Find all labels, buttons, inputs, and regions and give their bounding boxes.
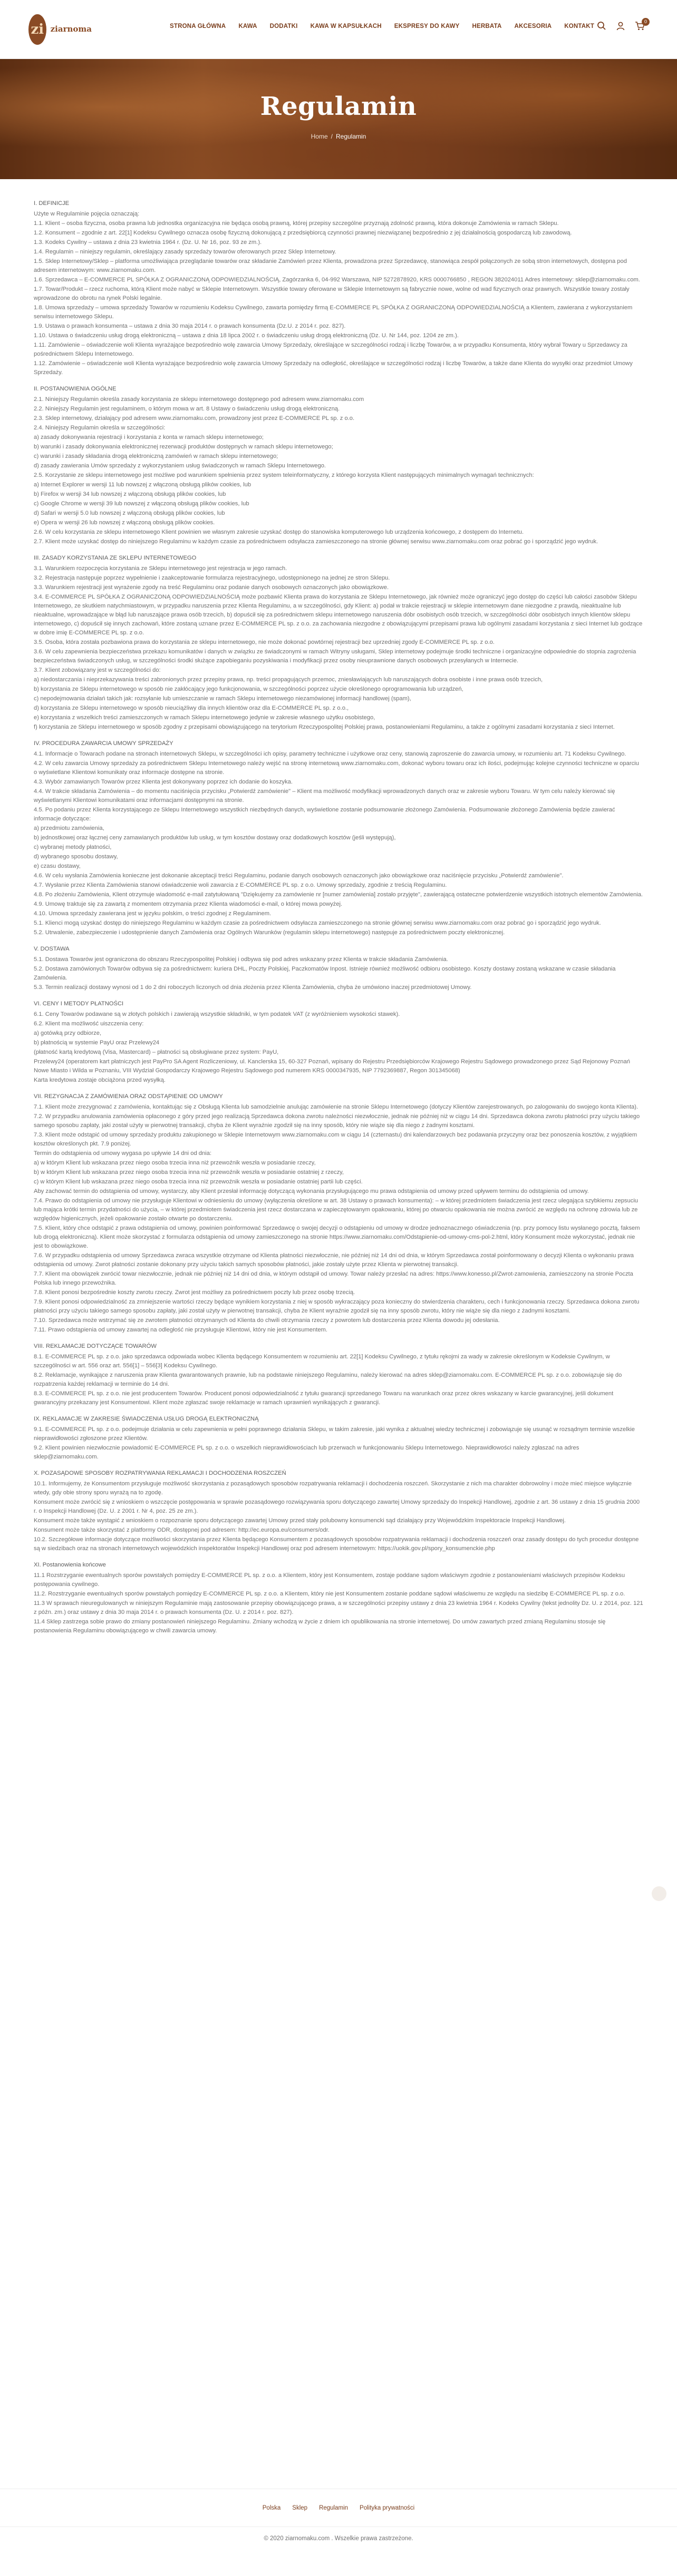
footer-link-terms[interactable]: Regulamin [319,2504,349,2511]
section-paragraph: Użyte w Regulaminie pojęcia oznaczają: [34,211,140,217]
section-paragraph: 1.12. Zamówienie – oświadczenie woli Klienta wyrażające bezpośrednio wolę zawarcia Umowy Sprzedaży na odległość, określające w szczególności rodzaj i liczbę Towarów, a także dane Klienta do wysyłki oraz przedmiot Umowy Sprzedaży. [34,360,633,376]
terms-section [34,1469,643,1553]
section-paragraph: b) w którym Klient lub wskazana przez niego osoba trzecia inna niż przewoźnik weszła w posiadanie ostatniej z rzeczy, [34,1169,344,1176]
section-paragraph: 1.5. Sklep Internetowy/Sklep – platforma umożliwiająca przeglądanie towarów oraz składanie Zamówień przez Klienta, prowadzona przez Sprzedawcę, stanowiąca zespół połączonych ze sobą stron internetowych, dostępna pod adresem internetowym: www.ziarnomaku.com. [34,258,627,273]
section-paragraph: (płatność kartą kredytową (Visa, Mastercard) – płatności są obsługiwane przez system: PayU, [34,1049,279,1055]
section-paragraph: Karta kredytowa zostaje obciążona przed wysyłką. [34,1077,166,1083]
section-paragraph: c) nepodejmowania działań takich jak: rozsyłanie lub umieszczanie w ramach Sklepu internetowego niezamówionej informacji handlowej (spam), [34,696,411,702]
page-hero [0,59,677,179]
section-paragraph: d) korzystania ze Sklepu internetowego w sposób nieuciążliwy dla innych klientów oraz dla E-COMMERCE PL sp. z o.o., [34,705,349,711]
section-paragraph: 7.9. Klient ponosi odpowiedzialność za zmniejszenie wartości rzeczy będące wynikiem korzystania z niej w sposób wykraczający poza konieczny do stwierdzenia charakteru, cech i funkcjonowania rzeczy. Sprzedawca dokona zwrotu płatności przy użyciu takiego samego sposobu zapłaty, jaki został użyty w pierwotnej transakcji, chyba że Klient wyraźnie zgodził się na inny sposób zwrotu, który nie wiąże się dla niego z żadnymi kosztami. [34,1299,640,1314]
section-paragraph: 7.2. W przypadku anulowania zamówienia opłaconego z góry przed jego realizacją Sprzedawca dokona zwrotu należności niezwłocznie, jednak nie później niż w ciągu 14 dni. Sprzedawca dokona zwrotu płatności przy użyciu takiego samego sposobu zapłaty, jaki został użyty w pierwotnej transakcji, chyba że Klient wyraźnie zgodził się na inny sposób, który nie wiąże się dla niego z żadnymi kosztami. [34,1113,640,1129]
section-paragraph: 2.5. Korzystanie ze sklepu internetowego jest możliwe pod warunkiem spełnienia przez system teleinformatyczny, z którego korzysta Klient następujących minimalnych wymagań technicznych: [34,472,534,478]
section-paragraph: c) w którym Klient lub wskazana przez niego osoba trzecia inna niż przewoźnik weszła w posiadanie ostatniej partii lub części. [34,1179,363,1185]
section-paragraph: 5.3. Termin realizacji dostawy wynosi od 1 do 2 dni roboczych liczonych od dnia złożenia przez Klienta Zamówienia, chyba że umówiono inaczej przedmiotowej Umowy. [34,984,472,991]
section-paragraph: e) Opera w wersji 26 lub nowszej z włączoną obsługą plików cookies. [34,520,215,526]
section-paragraph: 11.3 W sprawach nieuregulowanych w niniejszym Regulaminie mają zastosowanie przepisy obowiązującego prawa, a w szczególności przepisy ustawy z dnia 23 kwietnia 1964 r. Kodeks Cywilny (tekst jednolity Dz. U. z 2014, poz. 121 z późn. zm.) oraz ustawy z dnia 30 maja 2014 r. o prawach konsumenta (Dz. U. z 2014 r. poz. 827). [34,1600,643,1615]
section-paragraph: 4.10. Umowa sprzedaży zawierana jest w języku polskim, o treści zgodnej z Regulaminem. [34,910,272,917]
section-title: III. ZASADY KORZYSTANIA ZE SKLEPU INTERNETOWEGO [34,555,197,561]
section-paragraph: Konsument może także wystąpić z wnioskiem o rozpoznanie sporu dotyczącego zawartej Umowy przed stały polubowny konsumencki sąd działający przy Wojewódzkim Inspektoracie Inspekcji Handlowej. [34,1517,566,1524]
section-paragraph: Aby zachować termin do odstąpienia od umowy, wystarczy, aby Klient przesłał informację dotyczącą wykonania przysługującego mu prawa odstąpienia od umowy przed upływem terminu do odstąpienia od umowy. [34,1188,589,1194]
nav-home[interactable]: STRONA GŁÓWNA [170,23,226,30]
section-paragraph: 5.2. Utrwalenie, zabezpieczenie i udostępnienie danych Zamówienia oraz Ogólnych Warunków (regulamin sklepu internetowego) następuje za pośrednictwem poczty elektronicznej. [34,929,505,936]
section-paragraph: 4.1. Informacje o Towarach podane na stronach internetowych Sklepu, w szczególności ich opisy, parametry techniczne i użytkowe oraz ceny, stanowią zaproszenie do zawarcia umowy, w rozumieniu art. 71 Kodeksu Cywilnego. [34,751,626,757]
section-paragraph: 3.4. E-COMMERCE PL SPÓŁKA Z OGRANICZONĄ ODPOWIEDZIALNOŚCIĄ może pozbawić Klienta prawa do korzystania ze Sklepu Internetowego, jak również może ograniczyć jego dostęp do części lub całości zasobów Sklepu Internetowego, ze skutkiem natychmiastowym, w przypadku naruszenia przez Klienta Regulaminu, a w szczególności, gdy Klient: a) podał w trakcie rejestracji w sklepie internetowym dane niezgodne z prawdą, nieaktualne lub nieaktualne, wprowadzające w błąd lub naruszające prawa osób trzecich, b) dopuścił się za pośrednictwem sklepu internetowego naruszenia dóbr osobistych osób trzecich, w szczególności dóbr osobistych innych klientów sklepu internetowego, c) dopuścił się innych zachowań, które zostaną uznane przez E-COMMERCE PL sp. z o.o. za zachowania niezgodne z obowiązującymi przepisami prawa lub ogólnymi zasadami korzystania z sieci Internet lub godzące w dobre imię E-COMMERCE PL sp. z o.o. [34,594,643,636]
section-title: X. POZASĄDOWE SPOSOBY ROZPATRYWANIA REKLAMACJI I DOCHODZENIA ROSZCZEŃ [34,1470,286,1476]
section-paragraph: 11.1 Rozstrzyganie ewentualnych sporów powstałych pomiędzy E-COMMERCE PL sp. z o.o. a Klientem, który jest Konsumentem, zostaje poddane sądom właściwym zgodnie z postanowieniami właściwych przepisów Kodeksu postępowania cywilnego. [34,1572,625,1588]
section-paragraph: 4.7. Wysłanie przez Klienta Zamówienia stanowi oświadczenie woli zawarcia z E-COMMERCE PL sp. z o.o. Umowy sprzedaży, zgodnie z treścią Regulaminu. [34,882,447,888]
section-paragraph: 11.2. Rozstrzyganie ewentualnych sporów powstałych pomiędzy E-COMMERCE PL sp. z o.o. a Klientem, który nie jest Konsumentem zostanie poddane sądowi właściwemu ze względu na siedzibę E-COMMERCE PL sp. z o.o. [34,1591,625,1597]
section-paragraph: 7.8. Klient ponosi bezpośrednie koszty zwrotu rzeczy. Zwrot jest możliwy za pośrednictwem poczty lub przez osobę trzecią. [34,1289,355,1296]
breadcrumb-home[interactable]: Home [311,133,328,140]
section-paragraph: 2.4. Niniejszy Regulamin określa w szczególności: [34,425,166,431]
section-paragraph: 3.6. W celu zapewnienia bezpieczeństwa przekazu komunikatów i danych w związku ze świadczonymi w ramach Witryny usługami, Sklep internetowy podejmuje środki techniczne i organizacyjne odpowiednie do stopnia zagrożenia bezpieczeństwa świadczonych usług, w szczególności środki służące zapobieganiu pozyskiwania i modyfikacji przez osoby nieuprawnione danych osobowych przesyłanych w Internecie. [34,649,636,664]
section-paragraph: a) przedmiotu zamówienia, [34,825,104,831]
terms-section [34,1000,643,1085]
section-title: VII. REZYGNACJA Z ZAMÓWIENIA ORAZ ODSTĄPIENIE OD UMOWY [34,1093,223,1100]
section-paragraph: 11.4 Sklep zastrzega sobie prawo do zmiany postanowień niniejszego Regulaminu. Zmiany wchodzą w życie z dniem ich opublikowania na stronie internetowej. Do umów zawartych przed zmianą Regulaminu stosuje się postanowienia Regulaminu obowiązującego w chwili zawarcia umowy. [34,1619,606,1634]
nav-espresso-machines[interactable]: EKSPRESY DO KAWY [394,23,460,30]
terms-section [34,1092,643,1335]
logo-name: ziarnoma [50,24,92,34]
section-paragraph: Przelewy24 (operatorem kart płatniczych jest PayPro SA Agent Rozliczeniowy, ul. Kanclerska 15, 60-327 Poznań, wpisany do Rejestru Przedsiębiorców Krajowego Rejestru Sądowego prowadzonego przez Sąd Rejonowy Poznań Nowe Miasto i Wilda w Poznaniu, VIII Wydział Gospodarczy Krajowego Rejestru Sądowego pod numerem KRS 0000347935, NIP 7792369887, Regon 301345068) [34,1059,630,1074]
section-paragraph: 5.2. Dostawa zamówionych Towarów odbywa się za pośrednictwem: kuriera DHL, Poczty Polskiej, Paczkomatów Inpost. Istnieje również możliwość odbioru osobistego. Koszty dostawy zostaną wskazane w czasie składania Zamówienia. [34,966,616,981]
terms-section [34,1342,643,1407]
terms-section [34,385,643,546]
section-paragraph: 8.1. E-COMMERCE PL sp. z o.o. jako sprzedawca odpowiada wobec Klienta będącego Konsumentem w rozumieniu art. 22[1] Kodeksu Cywilnego, z tytułu rękojmi za wady w zakresie określonym w Kodeksie Cywilnym, w szczególności w art. 556 oraz art. 556[1] – 556[3] Kodeksu Cywilnego. [34,1354,610,1369]
terms-section [34,199,643,377]
section-paragraph: 1.2. Konsument – zgodnie z art. 22[1] Kodeksu Cywilnego oznacza osobę fizyczną dokonującą z przedsiębiorcą czynności prawnej niezwiązanej bezpośrednio z jej działalnością gospodarczą lub zawodową. [34,230,572,236]
nav-contact[interactable]: KONTAKT [564,23,595,30]
page-title: Regulamin [260,92,417,121]
section-paragraph: b) jednostkowej oraz łącznej ceny zamawianych produktów lub usług, w tym kosztów dostawy oraz dodatkowych kosztów (jeśli występują), [34,835,396,841]
section-paragraph: 8.3. E-COMMERCE PL sp. z o.o. nie jest producentem Towarów. Producent ponosi odpowiedzialność z tytułu gwarancji sprzedanego Towaru na warunkach oraz przez okres wskazany w karcie gwarancyjnej, jeśli dokument gwarancyjny przekazany jest Konsumentowi. Klient może zgłaszać swoje reklamacje w ramach uprawnień wynikających z gwarancji. [34,1390,614,1406]
header-icons [597,21,645,31]
section-paragraph: 1.8. Umowa sprzedaży – umowa sprzedaży Towarów w rozumieniu Kodeksu Cywilnego, zawarta pomiędzy firmą E-COMMERCE PL SPÓŁKA Z OGRANICZONĄ ODPOWIEDZIALNOŚCIĄ a Klientem, zawierana z wykorzystaniem serwisu internetowego Sklepu. [34,305,633,320]
section-paragraph: 2.6. W celu korzystania ze sklepu internetowego Klient powinien we własnym zakresie uzyskać dostęp do stanowiska komputerowego lub urządzenia końcowego, z dostępem do Internetu. [34,529,524,535]
cart-count-badge: 0 [642,18,650,26]
section-paragraph: 9.2. Klient powinien niezwłocznie powiadomić E-COMMERCE PL sp. z o.o. o wszelkich nieprawidłowościach lub przerwach w funkcjonowaniu Sklepu Internetowego. Nieprawidłowości należy zgłaszać na adres sklep@ziarnomaku.com. [34,1445,579,1460]
section-paragraph: 1.1. Klient – osoba fizyczna, osoba prawna lub jednostka organizacyjna nie będąca osobą prawną, której przepisy szczególne przyznają zdolność prawną, która dokonuje Zamówienia w ramach Sklepu. [34,220,559,227]
section-paragraph: 10.2. Szczegółowe informacje dotyczące możliwości skorzystania przez Klienta będącego Konsumentem z pozasądowych sposobów rozpatrywania reklamacji i dochodzenia roszczeń oraz zasady dostępu do tych procedur dostępne są w siedzibach oraz na stronach internetowych wojewódzkich inspektoratów Inspekcji Handlowej oraz pod adresem internetowym: https://uokik.gov.pl/spory_konsumenckie.php [34,1536,639,1552]
section-paragraph: 3.7. Klient zobowiązany jest w szczególności do: [34,667,161,673]
section-paragraph: 1.7. Towar/Produkt – rzecz ruchoma, którą Klient może nabyć w Sklepie Internetowym. Wszystkie towary oferowane w Sklepie Internetowym są fabrycznie nowe, wolne od wad fizycznych oraz prawnych. Wszystkie towary zostały wprowadzone do obrotu na rynek Polski legalnie. [34,286,630,301]
breadcrumb-current: Regulamin [335,133,366,140]
section-paragraph: 7.10. Sprzedawca może wstrzymać się ze zwrotem płatności otrzymanych od Klienta do chwili otrzymania rzeczy z powrotem lub dostarczenia przez Klienta dowodu jej odesłania. [34,1317,500,1324]
section-paragraph: a) gotówką przy odbiorze, [34,1030,102,1036]
section-paragraph: c) wybranej metody płatności, [34,844,112,850]
section-paragraph: b) płatnością w systemie PayU oraz Przelewy24 [34,1040,160,1046]
section-paragraph: c) Google Chrome w wersji 39 lub nowszej z włączoną obsługą plików cookies, lub [34,501,249,507]
section-title: IV. PROCEDURA ZAWARCIA UMOWY SPRZEDAŻY [34,740,173,747]
section-paragraph: 6.2. Klient ma możliwość uiszczenia ceny: [34,1021,144,1027]
section-paragraph: 8.2. Reklamacje, wynikające z naruszenia praw Klienta gwarantowanych prawnie, lub na podstawie niniejszego Regulaminu, należy kierować na adres sklep@ziarnomaku.com. E-COMMERCE PL sp. z o.o. zobowiązuje się do rozpatrzenia każdej reklamacji w terminie do 14 dni. [34,1372,622,1387]
search-icon[interactable] [597,21,606,31]
breadcrumb-separator: / [331,133,333,140]
section-paragraph: 3.1. Warunkiem rozpoczęcia korzystania ze Sklepu internetowego jest rejestracja w jego ramach. [34,565,287,572]
section-paragraph: d) zasady zawierania Umów sprzedaży z wykorzystaniem usług świadczonych w ramach Sklepu Internetowego. [34,463,326,469]
section-paragraph: 7.6. W przypadku odstąpienia od umowy Sprzedawca zwraca wszystkie otrzymane od Klienta płatności niezwłocznie, nie później niż 14 dni od dnia, w którym Sprzedawca został poinformowany o decyzji Klienta o wykonaniu prawa odstąpienia od umowy. Zwrot płatności zostanie dokonany przy użyciu takich samych sposobów płatności, jakie zostały użyte przez Klienta w pierwotnej transakcji. [34,1252,634,1268]
section-paragraph: 4.4. W trakcie składania Zamówienia – do momentu naciśnięcia przycisku „Potwierdź zamówienie" – Klient ma możliwość modyfikacji wprowadzonych danych oraz w zakresie wyboru Towaru. W tym celu należy kierować się wyświetlanymi Klientowi komunikatami oraz informacjami dostępnymi na stronie. [34,788,615,804]
terms-section [34,945,643,992]
section-paragraph: b) Firefox w wersji 34 lub nowszej z włączoną obsługą plików cookies, lub [34,491,226,497]
section-paragraph: 10.1. Informujemy, że Konsumentom przysługuje możliwość skorzystania z pozasądowych sposobów rozpatrywania reklamacji i dochodzenia roszczeń. Skorzystanie z nich ma charakter dobrowolny i może mieć miejsce wyłącznie wtedy, gdy obie strony sporu wyrażą na to zgodę. [34,1481,632,1496]
section-paragraph: 3.5. Osoba, która została pozbawiona prawa do korzystania ze sklepu internetowego, nie może dokonać powtórnej rejestracji bez uprzedniej zgody E-COMMERCE PL sp. z o.o. [34,639,495,645]
section-paragraph: 7.1. Klient może zrezygnować z zamówienia, kontaktując się z Obsługą Klienta lub samodzielnie anulując zamówienie na stronie Sklepu Internetowego (dotyczy Klientów zarejestrowanych, po zalogowaniu do swojego konta Klienta). [34,1104,639,1110]
nav-accessories[interactable]: AKCESORIA [514,23,552,30]
terms-section [34,739,643,937]
section-paragraph: 3.3. Warunkiem rejestracji jest wyrażenie zgody na treść Regulaminu oraz podanie danych osobowych oznaczonych jako obowiązkowe. [34,584,389,591]
back-to-top-button[interactable] [652,1886,666,1901]
section-title: VI. CENY I METODY PŁATNOŚCI [34,1001,124,1007]
terms-section [34,1561,643,1635]
section-title: II. POSTANOWIENIA OGÓLNE [34,386,117,392]
section-paragraph: 1.10. Ustawa o świadczeniu usług drogą elektroniczną – ustawa z dnia 18 lipca 2002 r. o świadczeniu usług drogą elektroniczną (Dz. U. Nr 144, poz. 1204 ze zm.). [34,332,459,339]
section-paragraph: 1.4. Regulamin – niniejszy regulamin, określający zasady sprzedaży towarów oferowanych przez Sklep Internetowy. [34,249,336,255]
section-paragraph: 5.1. Klienci mogą uzyskać dostęp do niniejszego Regulaminu w każdym czasie za pośrednictwem odsyłacza zamieszczonego na stronie głównej serwisu www.ziarnomaku.com oraz pobrać go i sporządzić jego wydruk. [34,920,601,926]
site-header [0,0,677,59]
section-paragraph: f) korzystania ze Sklepu internetowego w sposób zgodny z przepisami obowiązującego na terytorium Rzeczypospolitej Polskiej prawa, postanowieniami Regulaminu, a także z ogólnymi zasadami korzystania z sieci Internet. [34,724,615,730]
section-paragraph: 7.4. Prawo do odstąpienia od umowy nie przysługuje Klientowi w odniesieniu do umowy (wyłączenia określone w art. 38 Ustawy o prawach konsumenta): – w której przedmiotem świadczenia jest rzecz ulegająca szybkiemu zepsuciu lub mająca krótki termin przydatności do użycia, – w której przedmiotem świadczenia jest rzecz dostarczana w zapieczętowanym opakowaniu, której po otwarciu opakowania nie można zwrócić ze względu na ochronę zdrowia lub ze względów higienicznych, jeżeli opakowanie zostało otwarte po dostarczeniu. [34,1198,639,1222]
section-paragraph: 2.2. Niniejszy Regulamin jest regulaminem, o którym mowa w art. 8 Ustawy o świadczeniu usług drogą elektroniczną. [34,406,340,412]
terms-section [34,554,643,732]
section-paragraph: 9.1. E-COMMERCE PL sp. z o.o. podejmuje działania w celu zapewnienia w pełni poprawnego działania Sklepu, w takim zakresie, jaki wynika z aktualnej wiedzy technicznej i zobowiązuje się usunąć w rozsądnym terminie wszelkie nieprawidłowości zgłoszone przez Klientów. [34,1426,635,1442]
section-paragraph: 7.3. Klient może odstąpić od umowy sprzedaży produktu zakupionego w Sklepie Internetowym www.ziarnomaku.com w ciągu 14 (czternastu) dni kalendarzowych bez podawania przyczyny oraz bez ponoszenia kosztów, z wyjątkiem kosztów określonych pkt. 7.9 poniżej. [34,1132,637,1147]
footer-link-privacy[interactable]: Polityka prywatności [360,2504,415,2511]
section-paragraph: 7.5. Klient, który chce odstąpić z prawa odstąpienia od umowy, powinien poinformować Sprzedawcę o swojej decyzji o odstąpieniu od umowy w drodze jednoznacznego oświadczenia (np. przy pomocy listu wysłanego pocztą, faksem lub drogą elektroniczną). Klient może skorzystać z formularza odstąpienia od umowy zamieszczonego na stronie https://www.ziarnomaku.com/Odstąpienie-od-umowy-cms-pol-2.html, który Konsument może wykorzystać, jednak nie jest to obowiązkowe. [34,1225,640,1249]
section-paragraph: 7.11. Prawo odstąpienia od umowy zawartej na odległość nie przysługuje Klientowi, który nie jest Konsumentem. [34,1327,327,1333]
site-logo[interactable] [28,9,92,50]
section-paragraph: d) wybranego sposobu dostawy, [34,854,118,860]
cart-icon[interactable] [635,21,645,31]
section-paragraph: 4.9. Umowę traktuje się za zawartą z momentem otrzymania przez Klienta wiadomości e-mail, o której mowa powyżej. [34,901,343,907]
section-title: VIII. REKLAMACJE DOTYCZĄCE TOWARÓW [34,1343,157,1349]
section-paragraph: e) czasu dostawy, [34,863,81,869]
section-paragraph: Konsument może także skorzystać z platformy ODR, dostępnej pod adresem: http://ec.europa.eu/consumers/odr. [34,1527,330,1533]
section-paragraph: 5.1. Dostawa Towarów jest ograniczona do obszaru Rzeczypospolitej Polskiej i odbywa się pod adres wskazany przez Klienta w trakcie składania Zamówienia. [34,956,448,963]
section-title: XI. Postanowienia końcowe [34,1562,106,1568]
section-paragraph: 3.2. Rejestracja następuje poprzez wypełnienie i zaakceptowanie formularza rejestracyjnego, udostępnionego na jednej ze stron Sklepu. [34,575,390,581]
user-icon[interactable] [616,21,625,31]
section-title: V. DOSTAWA [34,946,70,952]
section-paragraph: Termin do odstąpienia od umowy wygasa po upływie 14 dni od dnia: [34,1150,212,1157]
section-paragraph: 4.3. Wybór zamawianych Towarów przez Klienta jest dokonywany poprzez ich dodanie do koszyka. [34,779,293,785]
section-title: I. DEFINICJE [34,200,70,207]
section-paragraph: 4.5. Po podaniu przez Klienta korzystającego ze Sklepu Internetowego wszystkich niezbędnych danych, wyświetlone zostanie podsumowanie złożonego Zamówienia. Podsumowanie złożonego Zamówienia będzie zawierać informacje dotyczące: [34,807,615,822]
section-paragraph: 2.1. Niniejszy Regulamin określa zasady korzystania ze sklepu internetowego dostępnego pod adresem www.ziarnomaku.com [34,396,364,403]
nav-tea[interactable]: HERBATA [472,23,502,30]
nav-extras[interactable]: DODATKI [269,23,298,30]
nav-capsules[interactable]: KAWA W KAPSUŁKACH [310,23,382,30]
section-paragraph: 1.3. Kodeks Cywilny – ustawa z dnia 23 kwietnia 1964 r. (Dz. U. Nr 16, poz. 93 ze zm.). [34,239,262,246]
section-paragraph: b) korzystania ze Sklepu internetowego w sposób nie zakłócający jego funkcjonowania, w szczególności poprzez użycie określonego oprogramowania lub urządzeń, [34,686,463,692]
footer-links [0,2489,677,2526]
section-paragraph: a) niedostarczania i nieprzekazywania treści zabronionych przez przepisy prawa, np. treści propagujących przemoc, zniesławiających lub naruszających dobra osobiste i inne prawa osób trzecich, [34,677,543,683]
main-nav [163,23,601,30]
section-title: IX. REKLAMACJE W ZAKRESIE ŚWIADCZENIA USŁUG DROGĄ ELEKTRONICZNĄ [34,1416,259,1422]
logo-mark: zi [28,14,46,45]
section-paragraph: Konsument może zwrócić się z wnioskiem o wszczęcie postępowania w sprawie pozasądowego rozwiązywania sporu dotyczącego zawartej Umowy sprzedaży do Inspekcji Handlowej, zgodnie z art. 36 ustawy z dnia 15 grudnia 2000 r. o Inspekcji Handlowej (Dz. U. z 2001 r. Nr 4, poz. 25 ze zm.). [34,1499,640,1514]
footer-link-poland[interactable]: Polska [262,2504,281,2511]
section-paragraph: a) Internet Explorer w wersji 11 lub nowszej z włączoną obsługą plików cookies, lub [34,482,252,488]
terms-document [0,179,677,2489]
section-paragraph: 2.3. Sklep internetowy, działający pod adresem www.ziarnomaku.com, prowadzony jest przez E-COMMERCE PL sp. z o.o. [34,415,355,422]
terms-section [34,1415,643,1462]
nav-coffee[interactable]: KAWA [238,23,257,30]
section-paragraph: 1.9. Ustawa o prawach konsumenta – ustawa z dnia 30 maja 2014 r. o prawach konsumenta (Dz.U. z 2014 r. poz. 827). [34,323,346,329]
section-paragraph: 4.8. Po złożeniu Zamówienia, Klient otrzymuje wiadomość e-mail zatytułowaną "Dziękujemy za zamówienie nr [numer zamówienia] zostało przyjęte", zawierającą ostateczne potwierdzenie wszystkich istotnych elementów Zamówienia. [34,892,643,898]
section-paragraph: 2.7. Klient może uzyskać dostęp do niniejszego Regulaminu w każdym czasie za pośrednictwem odsyłacza zamieszczonego na stronie głównej serwisu www.ziarnomaku.com oraz pobrać go i sporządzić jego wydruk. [34,538,598,545]
section-paragraph: 1.11. Zamówienie – oświadczenie woli Klienta wyrażające bezpośrednio wolę zawarcia Umowy Sprzedaży, określające w szczególności rodzaj i liczbę Towarów, a w przypadku Konsumenta, który wybrał Towary u Sprzedawcy za pośrednictwem Sklepu Internetowego. [34,342,627,357]
breadcrumb [0,133,677,140]
section-paragraph: 6.1. Ceny Towarów podawane są w złotych polskich i zawierają wszystkie składniki, w tym podatek VAT (z wyróżnieniem wysokości stawek). [34,1011,400,1017]
section-paragraph: e) korzystania z wszelkich treści zamieszczonych w ramach Sklepu internetowego jedynie w zakresie własnego użytku osobistego, [34,714,375,721]
section-paragraph: c) warunki i zasady składania drogą elektroniczną zamówień w ramach sklepu internetowego; [34,453,278,459]
section-paragraph: 7.7. Klient ma obowiązek zwrócić towar niezwłocznie, jednak nie później niż 14 dni od dnia, w którym odstąpił od umowy. Towar należy przesłać na adres: https://www.konesso.pl/Zwrot-zamowienia, zamieszczony na stronie Poczta Polska lub innego przewoźnika. [34,1271,633,1286]
section-paragraph: b) warunki i zasady dokonywania elektronicznej rezerwacji produktów dostępnych w ramach sklepu internetowego; [34,444,333,450]
section-paragraph: 1.6. Sprzedawca – E-COMMERCE PL SPÓŁKA Z OGRANICZONĄ ODPOWIEDZIALNOŚCIĄ, Zagórzanka 6, 04-992 Warszawa, NIP 5272878920, KRS 0000766850 , REGON 382024011 Adres internetowy: sklep@ziarnomaku.com. [34,277,640,283]
section-paragraph: a) w którym Klient lub wskazana przez niego osoba trzecia inna niż przewoźnik weszła w posiadanie rzeczy, [34,1160,316,1166]
section-paragraph: a) zasady dokonywania rejestracji i korzystania z konta w ramach sklepu internetowego; [34,434,264,440]
copyright: © 2020 ziarnomaku.com . Wszelkie prawa zastrzeżone. [0,2526,677,2576]
section-paragraph: 4.2. W celu zawarcia Umowy sprzedaży za pośrednictwem Sklepu Internetowego należy wejść na stronę internetową www.ziarnomaku.com, dokonać wyboru towaru oraz ich ilości, podejmując kolejne czynności techniczne w oparciu o wyświetlane Klientowi komunikaty oraz informacje dostępne na stronie. [34,760,639,776]
section-paragraph: d) Safari w wersji 5.0 lub nowszej z włączoną obsługą plików cookies, lub [34,510,225,516]
section-paragraph: 4.6. W celu wysłania Zamówienia konieczne jest dokonanie akceptacji treści Regulaminu, podanie danych osobowych oznaczonych jako obowiązkowe oraz naciśnięcie przycisku „Potwierdź zamówienie". [34,873,564,879]
footer-link-shop[interactable]: Sklep [292,2504,308,2511]
